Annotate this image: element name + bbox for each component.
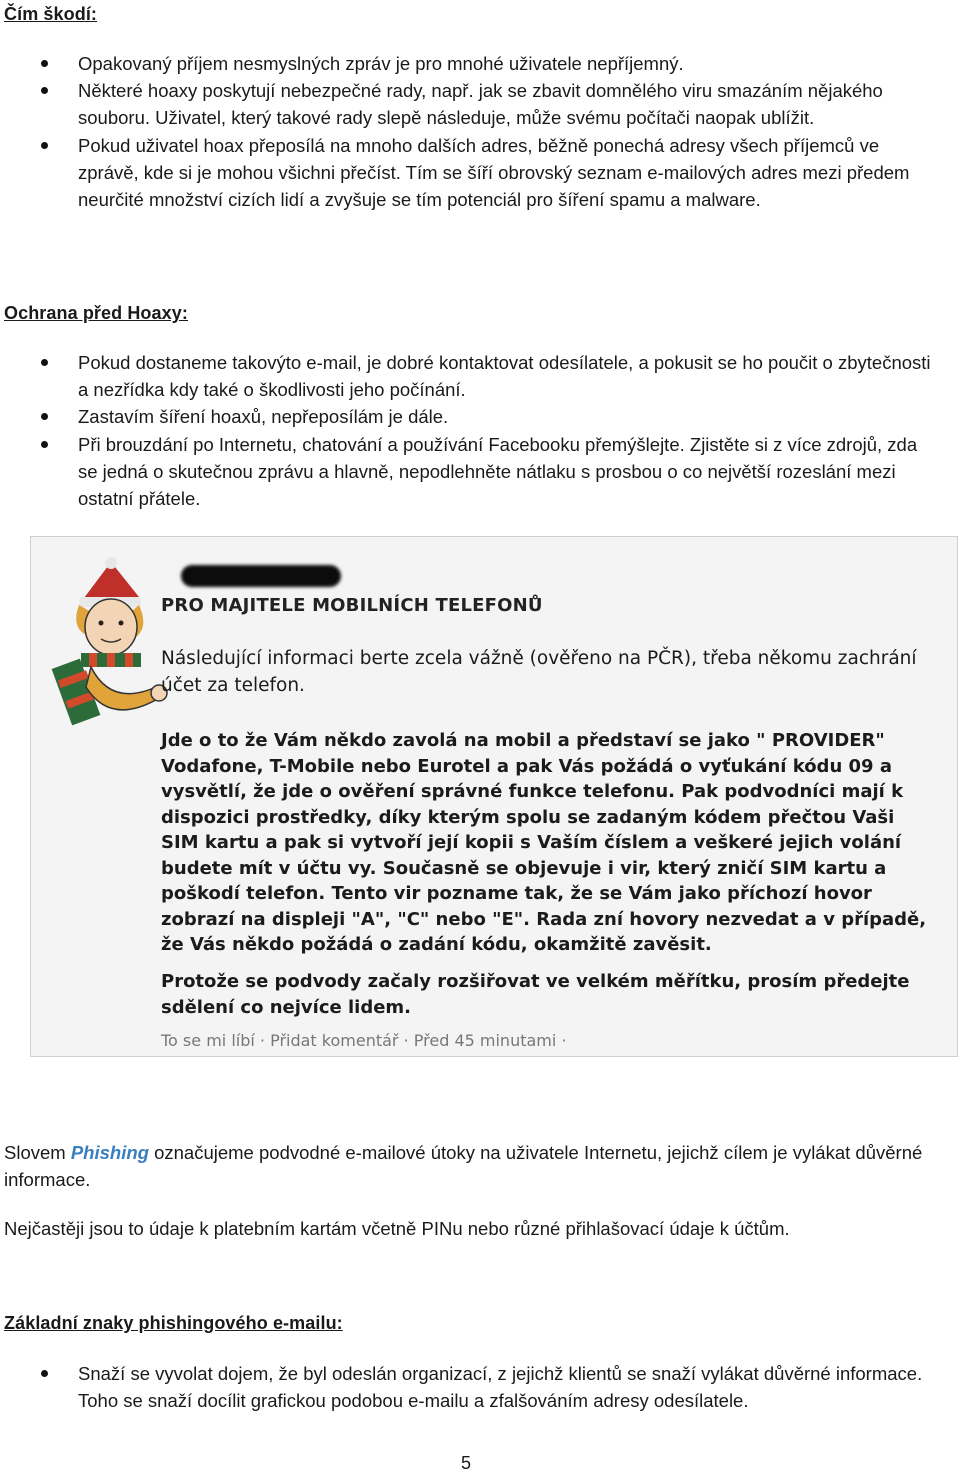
bullet-icon [41, 1370, 48, 1377]
section-heading-phishing-signs: Základní znaky phishingového e-mailu: [4, 1313, 343, 1333]
like-link[interactable]: To se mi líbí [161, 1031, 255, 1050]
page-number: 5 [461, 1453, 472, 1473]
separator: · [254, 1031, 271, 1050]
list-item: Pokud uživatel hoax přeposílá na mnoho dalších adres, běžně ponechá adresy všech příjemců ve zprávě, kde si je mohou všichni přečíst. Tím se šíří obrovský seznam e-mailových adres mezi předem neurčité množství cizích lidí a zvyšuje se tím potenciál pro šíření spamu a malware. [0, 132, 935, 214]
post-title: PRO MAJITELE MOBILNÍCH TELEFONŮ [161, 595, 543, 616]
phishing-term: Phishing [70, 1142, 149, 1163]
section-heading-harm: Čím škodí: [4, 4, 98, 24]
bullet-icon [41, 359, 48, 366]
post-closing: Protože se podvody začaly rozšiřovat ve velkém měřítku, prosím předejte sdělení co nejvíce lidem. [161, 971, 910, 1018]
post-body: Jde o to že Vám někdo zavolá na mobil a představí se jako " PROVIDER" Vodafone, T-Mobile nebo Eurotel a pak Vás požádá o vyťukání kódu 09 a vysvětlí, že jde o ověření správné funkce telefonu. Pak podvodníci mají k dispozici prostředky, díky kterým spolu se zadaným kódem přečtou Vaši SIM kartu a pak si vytvoří její kopii s Vaším číslem a veškeré jejich volání budete mít v účtu vy. Současně se objevuje i vir, který zničí SIM kartu a poškodí telefon. Tento vir pozname tak, že se Vám jako příchozí hovor zobrazí na displeji "A", "C" nebo "E". Rada zní hovory nezvedat a v případě, že Vás někdo požádá o zadání kódu, okamžitě zavěsit. [161, 730, 927, 955]
protection-list [0, 349, 935, 512]
bullet-icon [41, 413, 48, 420]
separator: · [398, 1031, 414, 1050]
harm-list [0, 50, 935, 213]
elf-avatar-icon [41, 557, 181, 747]
list-item: Zastavím šíření hoaxů, nepřeposílám je dále. [0, 403, 935, 430]
list-item: Pokud dostaneme takovýto e-mail, je dobré kontaktovat odesílatele, a pokusit se ho poučit o zbytečnosti a nezřídka kdy také o škodlivosti jeho počínání. [0, 349, 935, 403]
bullet-icon [41, 441, 48, 448]
post-intro: Následující informaci berte zcela vážně (ověřeno na PČR), třeba někomu zachrání účet za telefon. [161, 648, 917, 696]
bullet-icon [41, 60, 48, 67]
list-item: Snaží se vyvolat dojem, že byl odeslán organizací, z jejichž klientů se snaží vylákat důvěrné informace. Toho se snaží docílit grafickou podobou e-mailu a zfalšováním adresy odesílatele. [0, 1360, 935, 1414]
list-item: Při brouzdání po Internetu, chatování a používání Facebooku přemýšlejte. Zjistěte si z více zdrojů, zda se jedná o skutečnou zprávu a hlavně, nepodlehněte nátlaku s prosbou o co největší rozeslání mezi ostatní přátele. [0, 431, 935, 513]
post-actions [161, 1031, 566, 1050]
bullet-icon [41, 142, 48, 149]
post-timestamp: Před 45 minutami [413, 1031, 557, 1050]
phishing-details: Nejčastěji jsou to údaje k platebním kartám včetně PINu nebo různé přihlašovací údaje k účtům. [4, 1218, 790, 1239]
list-item: Opakovaný příjem nesmyslných zpráv je pro mnohé uživatele nepříjemný. [0, 50, 935, 77]
hoax-post-screenshot [30, 536, 958, 1057]
add-comment-link[interactable]: Přidat komentář [270, 1031, 399, 1050]
redacted-name [181, 565, 341, 587]
bullet-icon [41, 87, 48, 94]
separator: · [556, 1031, 567, 1050]
phishing-intro: Slovem Phishing označujeme podvodné e-mailové útoky na uživatele Internetu, jejichž cílem je vylákat důvěrné informace. [4, 1142, 923, 1191]
list-item: Některé hoaxy poskytují nebezpečné rady, např. jak se zbavit domnělého viru smazáním nějakého souboru. Uživatel, který takové rady slepě následuje, může svému počítači naopak ublížit. [0, 77, 935, 131]
phishing-signs-list [0, 1360, 935, 1414]
section-heading-protection: Ochrana před Hoaxy: [4, 303, 188, 323]
